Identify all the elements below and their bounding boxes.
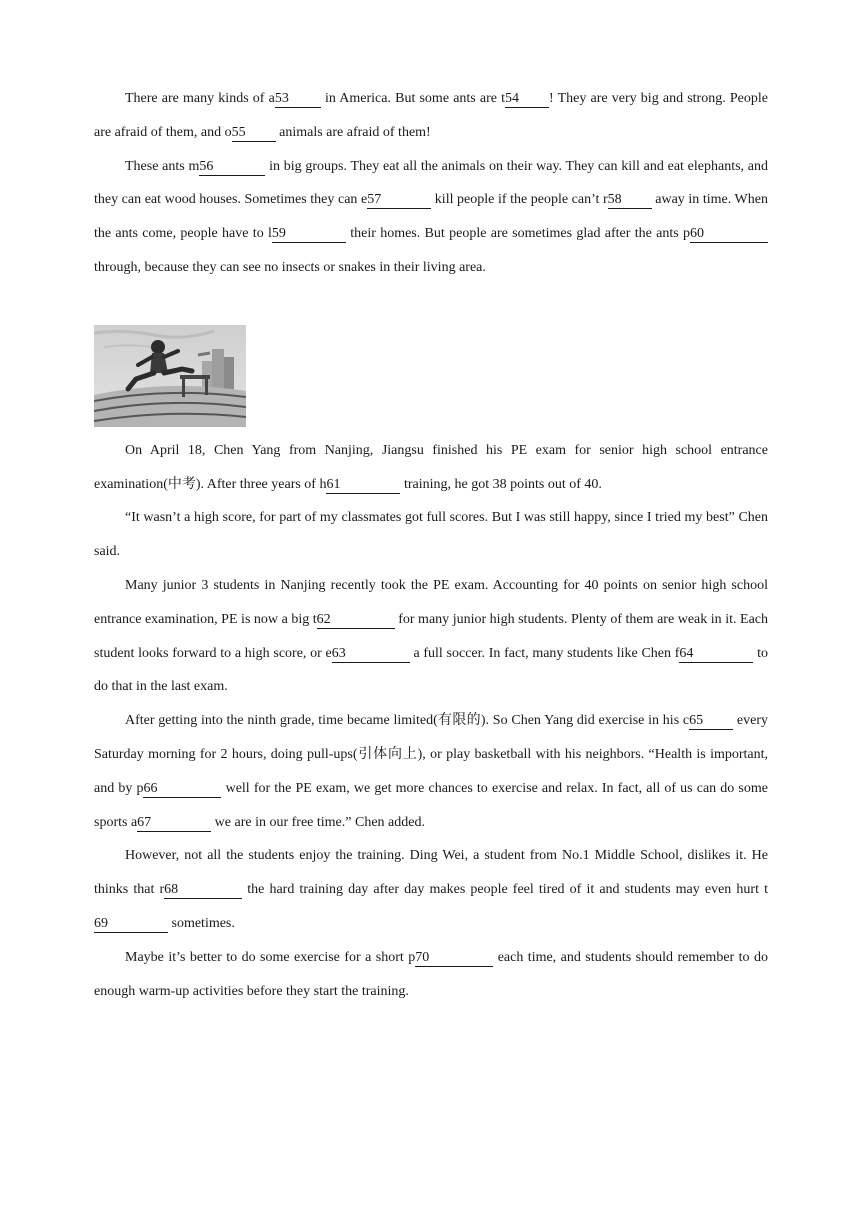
blank-66[interactable]: 66 — [143, 780, 221, 798]
text: On April 18, Chen Yang from Nanjing, Jiangsu finished his PE exam for senior high school entrance examination(中考). After three years of h — [94, 442, 768, 492]
passage2-paragraph-6 — [94, 941, 768, 1009]
blank-62[interactable]: 62 — [317, 611, 395, 629]
blank-56[interactable]: 56 — [199, 158, 265, 176]
passage2-paragraph-2 — [94, 501, 768, 569]
passage1-paragraph-2 — [94, 150, 768, 285]
blank-60[interactable]: 60 — [690, 225, 768, 243]
passage2-paragraph-5 — [94, 839, 768, 940]
text: Maybe it’s better to do some exercise for a short p — [125, 949, 416, 965]
text: animals are afraid of them! — [275, 124, 431, 140]
text: away in time. When the ants come, people have to l — [94, 192, 768, 242]
text: Many junior 3 students in Nanjing recently took the PE exam. Accounting for 40 points on senior high school entrance examination, PE is now a big t — [94, 577, 768, 627]
passage2-paragraph-4 — [94, 704, 768, 839]
blank-53[interactable]: 53 — [275, 90, 321, 108]
blank-54[interactable]: 54 — [505, 90, 549, 108]
text: we are in our free time.” Chen added. — [211, 814, 425, 830]
blank-63[interactable]: 63 — [332, 645, 410, 663]
blank-58[interactable]: 58 — [608, 191, 652, 209]
text: sometimes. — [168, 915, 235, 931]
text: well for the PE exam, we get more chances to exercise and relax. In fact, all of us can do some sports a — [94, 780, 768, 830]
text: However, not all the students enjoy the training. Ding Wei, a student from No.1 Middle School, dislikes it. He thinks that r — [94, 848, 768, 898]
blank-57[interactable]: 57 — [367, 191, 431, 209]
blank-61[interactable]: 61 — [326, 476, 400, 494]
section-gap — [94, 285, 768, 323]
text: in big groups. They eat all the animals on their way. They can kill and eat elephants, and they can eat wood houses. Sometimes they can e — [94, 158, 769, 208]
text: training, he got 38 points out of 40. — [400, 476, 602, 492]
text: ! They are very big and strong. People are afraid of them, and o — [94, 91, 768, 140]
passage2-paragraph-3 — [94, 569, 768, 704]
blank-64[interactable]: 64 — [679, 645, 753, 663]
document-content — [94, 82, 768, 1008]
blank-65[interactable]: 65 — [689, 712, 733, 730]
text: to do that in the last exam. — [94, 645, 768, 695]
passage1-paragraph-1 — [94, 82, 768, 150]
text: “It wasn’t a high score, for part of my classmates got full scores. But I was still happy, since I tried my best” Chen said. — [94, 510, 768, 560]
text: every Saturday morning for 2 hours, doing pull-ups(引体向上), or play basketball with his neighbors. “Health is important, and by p — [94, 713, 769, 796]
blank-70[interactable]: 70 — [415, 949, 493, 967]
text: through, because they can see no insects or snakes in their living area. — [94, 259, 486, 275]
text: for many junior high students. Plenty of them are weak in it. Each student looks forward to a high score, or e — [94, 611, 769, 661]
blank-59[interactable]: 59 — [272, 225, 346, 243]
blank-69[interactable]: 69 — [94, 915, 168, 933]
text: each time, and students should remember to do enough warm-up activities before they start the training. — [94, 949, 768, 999]
text: their homes. But people are sometimes glad after the ants p — [345, 226, 691, 242]
text: These ants m — [125, 158, 200, 174]
text: kill people if the people can’t r — [431, 192, 608, 208]
text: the hard training day after day makes people feel tired of it and students may even hurt t — [242, 882, 768, 898]
blank-55[interactable]: 55 — [232, 124, 276, 142]
hurdle-runner-icon — [94, 325, 246, 427]
text: There are many kinds of a — [125, 91, 275, 106]
passage2-paragraph-1 — [94, 434, 768, 502]
text: After getting into the ninth grade, time became limited(有限的). So Chen Yang did exercise in his c — [125, 713, 690, 729]
text: in America. But some ants are t — [320, 91, 506, 106]
blank-67[interactable]: 67 — [137, 814, 211, 832]
text: a full soccer. In fact, many students like Chen f — [409, 645, 680, 661]
blank-68[interactable]: 68 — [164, 881, 242, 899]
